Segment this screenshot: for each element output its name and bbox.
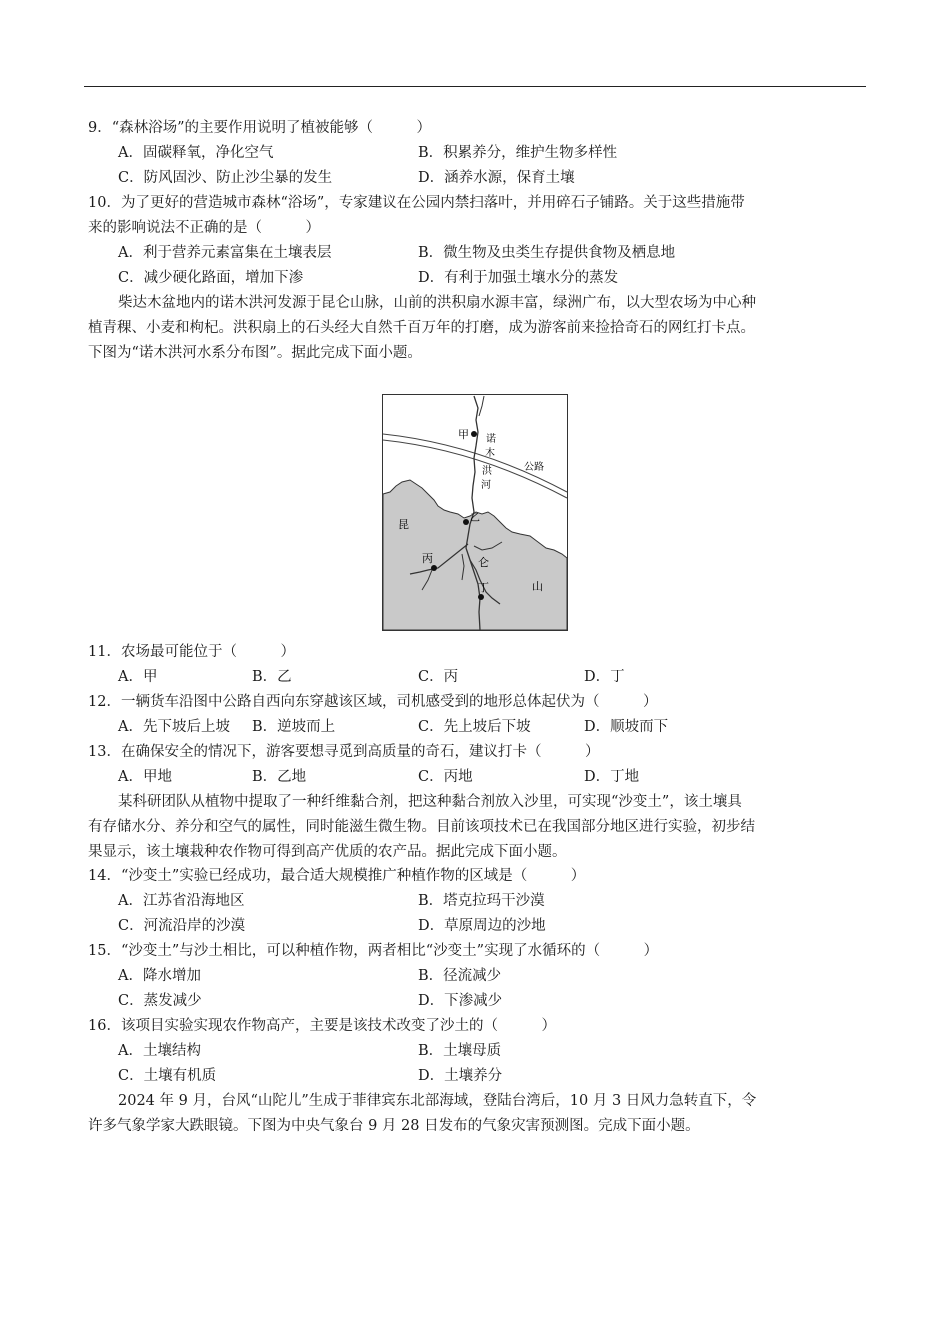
question-10-option-b: B．微生物及虫类生存提供食物及栖息地 bbox=[418, 245, 676, 261]
label-river-2: 木 bbox=[485, 448, 495, 459]
label-road: 公路 bbox=[524, 462, 544, 473]
passage-2-line-2: 有存储水分、养分和空气的属性，同时能滋生微生物。目前该项技术已在我国部分地区进行实验，初步结 bbox=[88, 819, 755, 835]
header-rule bbox=[84, 86, 866, 87]
point-bing bbox=[431, 565, 437, 571]
question-9-stem: 9．“森林浴场”的主要作用说明了植被能够（ ） bbox=[88, 120, 432, 136]
question-15-option-c: C．蒸发减少 bbox=[118, 993, 202, 1009]
question-14-option-c: C．河流沿岸的沙漠 bbox=[118, 918, 246, 934]
label-mountain-3: 山 bbox=[532, 580, 543, 593]
question-11-option-d: D．丁 bbox=[584, 669, 625, 685]
question-11-stem: 11．农场最可能位于（ ） bbox=[88, 644, 295, 660]
question-16-stem: 16．该项目实验实现农作物高产，主要是该技术改变了沙土的（ ） bbox=[88, 1018, 556, 1034]
question-16-option-b: B．土壤母质 bbox=[418, 1043, 502, 1059]
question-10-option-c: C．减少硬化路面，增加下渗 bbox=[118, 270, 304, 286]
label-mountain-2: 仑 bbox=[478, 556, 489, 569]
label-jia: 甲 bbox=[458, 428, 469, 441]
passage-1-line-3: 下图为“诺木洪河水系分布图”。据此完成下面小题。 bbox=[88, 345, 422, 361]
label-mountain-1: 昆 bbox=[398, 518, 409, 531]
passage-3-line-2: 许多气象学家大跌眼镜。下图为中央气象台 9 月 28 日发布的气象灾害预测图。完成下面小题。 bbox=[88, 1118, 700, 1134]
question-10-stem-line-2: 来的影响说法不正确的是（ ） bbox=[88, 220, 320, 236]
question-16-option-d: D．土壤养分 bbox=[418, 1068, 503, 1084]
question-11-option-b: B．乙 bbox=[252, 669, 292, 685]
question-14-option-b: B．塔克拉玛干沙漠 bbox=[418, 893, 545, 909]
question-11-option-c: C．丙 bbox=[418, 669, 459, 685]
question-10-option-a: A．利于营养元素富集在土壤表层 bbox=[118, 245, 332, 261]
question-15-stem: 15．“沙变土”与沙土相比，可以种植作物，两者相比“沙变土”实现了水循环的（ ） bbox=[88, 943, 659, 959]
question-13-option-b: B．乙地 bbox=[252, 769, 307, 785]
passage-3-line-1: 2024 年 9 月，台风“山陀儿”生成于菲律宾东北部海域，登陆台湾后，10 月 3 日风力急转直下，令 bbox=[118, 1093, 757, 1109]
label-bing: 丙 bbox=[422, 552, 433, 565]
question-9-option-d: D．涵养水源，保育土壤 bbox=[418, 170, 575, 186]
question-13-option-d: D．丁地 bbox=[584, 769, 640, 785]
question-13-option-a: A．甲地 bbox=[118, 769, 172, 785]
question-13-stem: 13．在确保安全的情况下，游客要想寻觅到高质量的奇石，建议打卡（ ） bbox=[88, 744, 600, 760]
question-9-option-c: C．防风固沙、防止沙尘暴的发生 bbox=[118, 170, 333, 186]
question-16-option-a: A．土壤结构 bbox=[118, 1043, 201, 1059]
label-yi: 乙 bbox=[470, 513, 480, 524]
question-13-option-c: C．丙地 bbox=[418, 769, 473, 785]
passage-2-line-3: 果显示，该土壤栽种农作物可得到高产优质的农产品。据此完成下面小题。 bbox=[88, 844, 567, 860]
question-12-option-a: A．先下坡后上坡 bbox=[118, 719, 230, 735]
passage-1-line-2: 植青稞、小麦和枸杞。洪积扇上的石头经大自然千百万年的打磨，成为游客前来捡拾奇石的网红打卡点。 bbox=[88, 320, 755, 336]
label-river-1: 诺 bbox=[486, 434, 496, 445]
question-15-option-d: D．下渗减少 bbox=[418, 993, 503, 1009]
question-12-option-c: C．先上坡后下坡 bbox=[418, 719, 531, 735]
question-15-option-b: B．径流减少 bbox=[418, 968, 502, 984]
point-jia bbox=[471, 431, 477, 437]
question-10-stem-line-1: 10．为了更好的营造城市森林“浴场”，专家建议在公园内禁扫落叶，并用碎石子铺路。关于这些措施带 bbox=[88, 195, 745, 211]
label-river-4: 河 bbox=[481, 480, 491, 491]
question-12-option-d: D．顺坡而下 bbox=[584, 719, 669, 735]
passage-1-line-1: 柴达木盆地内的诺木洪河发源于昆仑山脉，山前的洪积扇水源丰富，绿洲广布，以大型农场为中心种 bbox=[118, 295, 756, 311]
label-river-3: 洪 bbox=[482, 466, 492, 477]
question-11-option-a: A．甲 bbox=[118, 669, 158, 685]
label-ding: 丁 bbox=[478, 581, 489, 594]
question-12-stem: 12．一辆货车沿图中公路自西向东穿越该区域，司机感受到的地形总体起伏为（ ） bbox=[88, 694, 658, 710]
question-9-option-a: A．固碳释氧，净化空气 bbox=[118, 145, 274, 161]
question-16-option-c: C．土壤有机质 bbox=[118, 1068, 217, 1084]
question-15-option-a: A．降水增加 bbox=[118, 968, 201, 984]
point-yi bbox=[463, 519, 469, 525]
river-system-map bbox=[382, 394, 568, 631]
question-12-option-b: B．逆坡而上 bbox=[252, 719, 336, 735]
question-14-option-a: A．江苏省沿海地区 bbox=[118, 893, 245, 909]
question-14-stem: 14．“沙变土”实验已经成功，最合适大规模推广种植作物的区域是（ ） bbox=[88, 868, 586, 884]
question-10-option-d: D．有利于加强土壤水分的蒸发 bbox=[418, 270, 619, 286]
question-9-option-b: B．积累养分，维护生物多样性 bbox=[418, 145, 618, 161]
question-14-option-d: D．草原周边的沙地 bbox=[418, 918, 546, 934]
passage-2-line-1: 某科研团队从植物中提取了一种纤维黏合剂，把这种黏合剂放入沙里，可实现“沙变土”，该土壤具 bbox=[118, 794, 742, 810]
point-ding bbox=[478, 594, 484, 600]
